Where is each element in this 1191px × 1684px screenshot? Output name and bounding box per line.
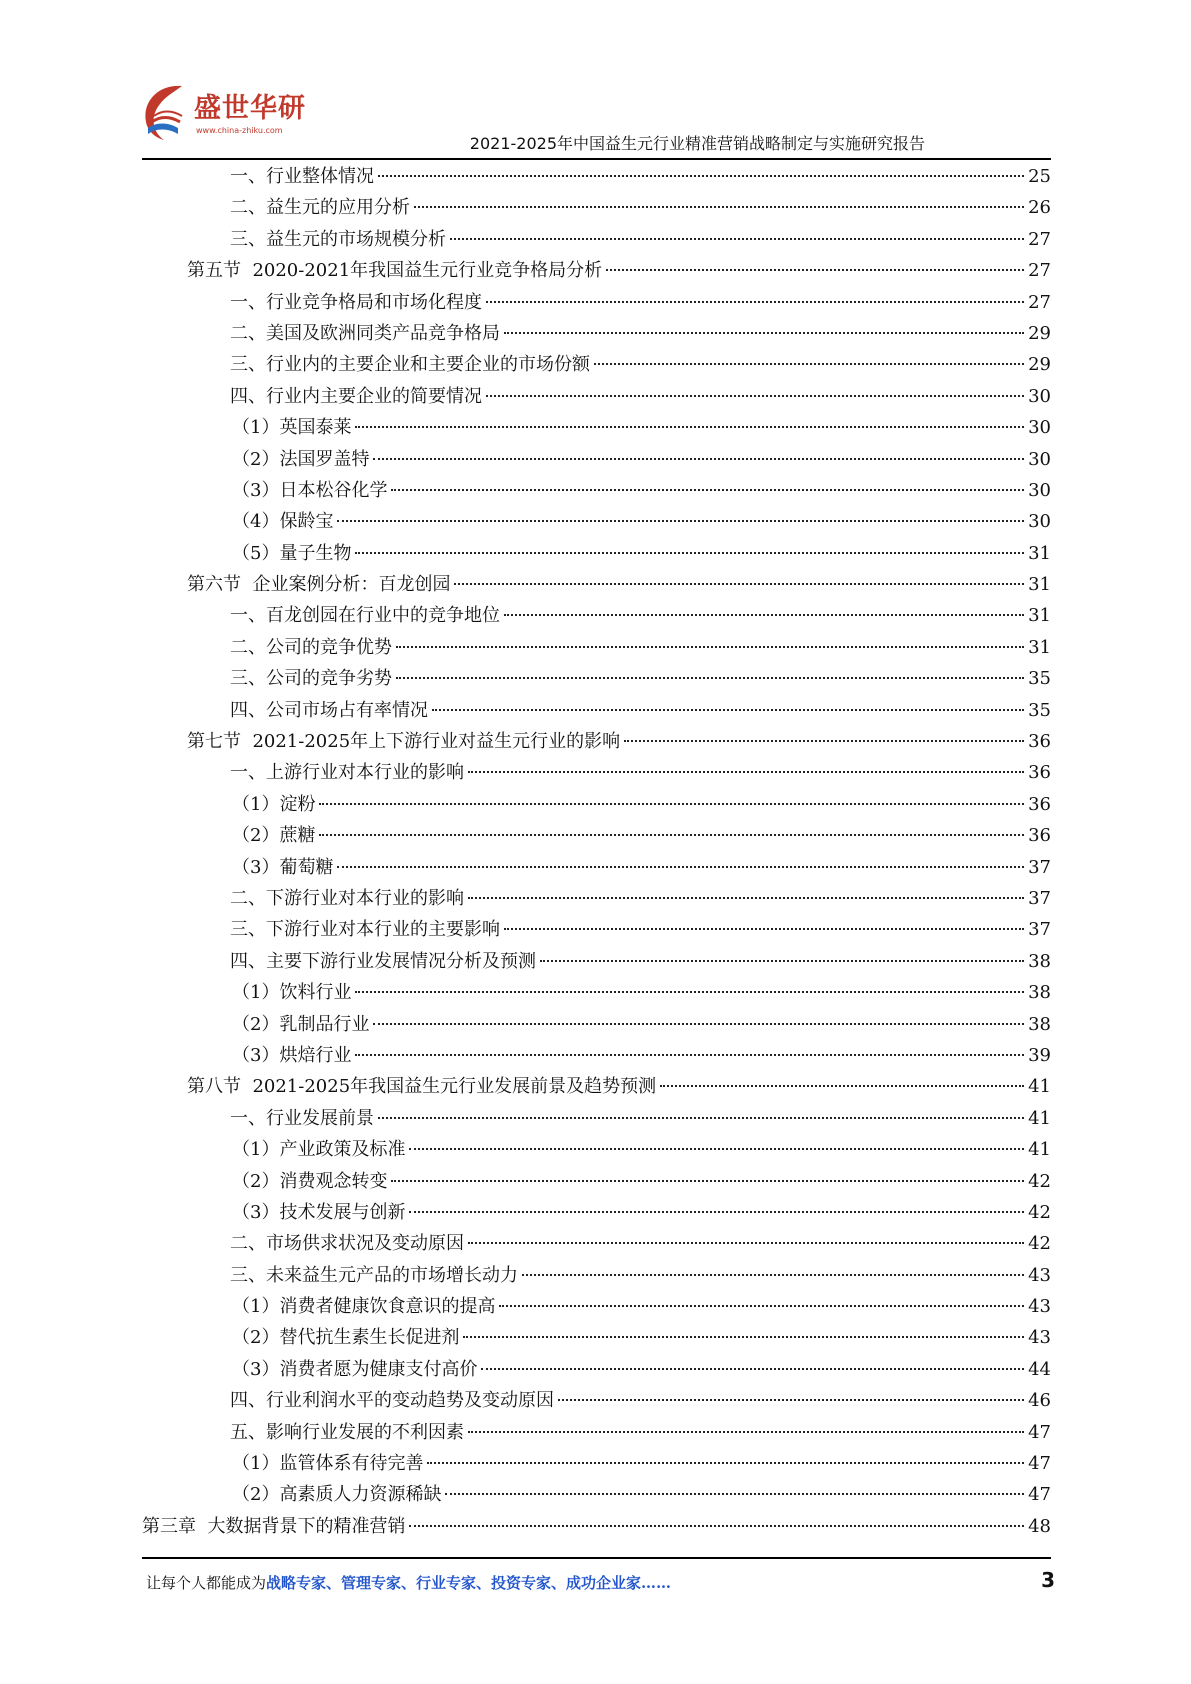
toc-entry[interactable] [142, 1448, 1051, 1479]
toc-entry-label: 第三章 大数据背景下的精准营销 [142, 1511, 407, 1542]
toc-entry-row [230, 1417, 1051, 1448]
toc-entry-page: 30 [1026, 475, 1051, 506]
toc-entry[interactable] [142, 1260, 1051, 1291]
toc-dot-leader [355, 426, 1024, 428]
toc-entry-page: 31 [1026, 538, 1051, 569]
toc-entry-label: （1）消费者健康饮食意识的提高 [232, 1291, 497, 1322]
slogan-highlight: 战略专家、管理专家、行业专家、投资专家、成功企业家…… [266, 1574, 672, 1592]
toc-entry[interactable] [142, 255, 1051, 286]
toc-entry-row [230, 757, 1051, 788]
toc-entry-page: 35 [1026, 663, 1051, 694]
toc-entry[interactable] [142, 538, 1051, 569]
toc-dot-leader [409, 1148, 1024, 1150]
toc-entry-label: 三、下游行业对本行业的主要影响 [230, 914, 502, 945]
toc-entry-label: 四、主要下游行业发展情况分析及预测 [230, 946, 538, 977]
toc-entry-label: 二、市场供求状况及变动原因 [230, 1228, 466, 1259]
toc-entry-label: 一、行业整体情况 [230, 161, 376, 192]
toc-entry[interactable] [142, 318, 1051, 349]
toc-entry-page: 41 [1026, 1103, 1051, 1134]
toc-entry-page: 46 [1026, 1385, 1051, 1416]
toc-entry-page: 41 [1026, 1134, 1051, 1165]
toc-entry-row [230, 1228, 1051, 1259]
toc-dot-leader [450, 238, 1024, 240]
toc-dot-leader [558, 1399, 1024, 1401]
toc-dot-leader [468, 897, 1024, 899]
toc-entry-row [230, 1260, 1051, 1291]
toc-entry[interactable] [142, 1417, 1051, 1448]
footer-divider [142, 1557, 1051, 1559]
toc-entry[interactable] [142, 820, 1051, 851]
toc-entry-row [230, 381, 1051, 412]
toc-entry-page: 44 [1026, 1354, 1051, 1385]
toc-dot-leader [414, 206, 1024, 208]
toc-entry-page: 42 [1026, 1166, 1051, 1197]
toc-entry-row [187, 255, 1051, 286]
toc-entry-page: 36 [1026, 726, 1051, 757]
toc-entry-page: 48 [1026, 1511, 1051, 1542]
toc-entry[interactable] [142, 1040, 1051, 1071]
toc-entry-page: 31 [1026, 600, 1051, 631]
toc-entry-row [232, 1134, 1051, 1165]
toc-dot-leader [378, 1117, 1024, 1119]
toc-entry[interactable] [142, 1511, 1051, 1542]
toc-entry[interactable] [142, 412, 1051, 443]
toc-entry[interactable] [142, 192, 1051, 223]
toc-entry[interactable] [142, 1166, 1051, 1197]
toc-dot-leader [391, 489, 1024, 491]
toc-entry[interactable] [142, 726, 1051, 757]
toc-dot-leader [660, 1085, 1024, 1087]
toc-entry[interactable] [142, 1385, 1051, 1416]
toc-entry-page: 29 [1026, 318, 1051, 349]
toc-entry-row [232, 412, 1051, 443]
toc-entry-label: 二、下游行业对本行业的影响 [230, 883, 466, 914]
toc-entry-page: 47 [1026, 1479, 1051, 1510]
toc-entry-row [232, 1322, 1051, 1353]
toc-entry-row [232, 1291, 1051, 1322]
toc-entry-row [232, 1009, 1051, 1040]
toc-entry[interactable] [142, 1479, 1051, 1510]
toc-entry-label: 四、行业内主要企业的简要情况 [230, 381, 484, 412]
toc-dot-leader [463, 1336, 1024, 1338]
toc-entry-page: 43 [1026, 1260, 1051, 1291]
toc-entry-label: （1）监管体系有待完善 [232, 1448, 425, 1479]
toc-entry-row [230, 161, 1051, 192]
toc-entry-row [230, 663, 1051, 694]
toc-entry-label: 三、未来益生元产品的市场增长动力 [230, 1260, 520, 1291]
toc-entry-page: 42 [1026, 1197, 1051, 1228]
toc-entry-label: （3）日本松谷化学 [232, 475, 389, 506]
toc-entry-page: 25 [1026, 161, 1051, 192]
toc-entry-page: 38 [1026, 977, 1051, 1008]
toc-dot-leader [337, 520, 1024, 522]
toc-entry-row [230, 1103, 1051, 1134]
toc-entry-row [232, 1197, 1051, 1228]
toc-entry-page: 27 [1026, 224, 1051, 255]
toc-entry-row [232, 789, 1051, 820]
toc-entry[interactable] [142, 287, 1051, 318]
brand-url: www.china-zhiku.com [196, 126, 283, 135]
toc-entry-page: 38 [1026, 1009, 1051, 1040]
toc-entry-label: （2）替代抗生素生长促进剂 [232, 1322, 461, 1353]
toc-entry[interactable] [142, 349, 1051, 380]
toc-entry-label: 一、上游行业对本行业的影响 [230, 757, 466, 788]
table-of-contents [142, 161, 1051, 1542]
toc-dot-leader [337, 866, 1024, 868]
toc-entry-label: （2）消费观念转变 [232, 1166, 389, 1197]
toc-entry[interactable] [142, 1103, 1051, 1134]
toc-entry-label: 第五节 2020-2021年我国益生元行业竞争格局分析 [187, 255, 604, 286]
toc-entry[interactable] [142, 569, 1051, 600]
toc-dot-leader [378, 175, 1024, 177]
toc-dot-leader [355, 1054, 1024, 1056]
toc-entry[interactable] [142, 977, 1051, 1008]
toc-dot-leader [468, 1242, 1024, 1244]
toc-dot-leader [391, 1180, 1024, 1182]
toc-entry-row [230, 224, 1051, 255]
toc-dot-leader [504, 928, 1024, 930]
toc-entry-label: 三、公司的竞争劣势 [230, 663, 394, 694]
toc-entry[interactable] [142, 161, 1051, 192]
toc-entry-page: 27 [1026, 287, 1051, 318]
toc-entry-label: 四、公司市场占有率情况 [230, 695, 430, 726]
toc-entry-row [230, 914, 1051, 945]
toc-dot-leader [319, 834, 1024, 836]
toc-entry[interactable] [142, 789, 1051, 820]
toc-entry-label: （1）产业政策及标准 [232, 1134, 407, 1165]
toc-entry-label: 一、行业竞争格局和市场化程度 [230, 287, 484, 318]
toc-dot-leader [624, 740, 1024, 742]
toc-entry-page: 36 [1026, 757, 1051, 788]
toc-entry-row [232, 506, 1051, 537]
toc-entry-label: （2）乳制品行业 [232, 1009, 371, 1040]
toc-dot-leader [481, 1368, 1024, 1370]
toc-dot-leader [432, 709, 1024, 711]
toc-dot-leader [594, 363, 1024, 365]
toc-entry-label: 四、行业利润水平的变动趋势及变动原因 [230, 1385, 556, 1416]
header-divider [142, 158, 1051, 160]
toc-dot-leader [606, 269, 1024, 271]
toc-entry-page: 47 [1026, 1417, 1051, 1448]
toc-entry-label: （1）英国泰莱 [232, 412, 353, 443]
brand-name: 盛世华研 [194, 93, 306, 124]
toc-entry-row [232, 538, 1051, 569]
toc-dot-leader [454, 583, 1024, 585]
toc-entry-page: 41 [1026, 1071, 1051, 1102]
toc-entry-label: 三、益生元的市场规模分析 [230, 224, 448, 255]
toc-entry[interactable] [142, 1354, 1051, 1385]
toc-entry-label: （2）蔗糖 [232, 820, 317, 851]
toc-entry-page: 35 [1026, 695, 1051, 726]
toc-entry-page: 37 [1026, 883, 1051, 914]
toc-entry-row [142, 1511, 1051, 1542]
toc-dot-leader [373, 1023, 1024, 1025]
toc-entry-row [230, 318, 1051, 349]
toc-entry-row [230, 632, 1051, 663]
toc-entry-row [232, 1479, 1051, 1510]
toc-entry-page: 37 [1026, 914, 1051, 945]
toc-entry[interactable] [142, 1071, 1051, 1102]
toc-entry[interactable] [142, 1009, 1051, 1040]
toc-entry-label: （1）淀粉 [232, 789, 317, 820]
toc-entry-page: 29 [1026, 349, 1051, 380]
toc-entry-row [187, 1071, 1051, 1102]
toc-entry-label: 一、行业发展前景 [230, 1103, 376, 1134]
toc-entry[interactable] [142, 1197, 1051, 1228]
toc-entry[interactable] [142, 444, 1051, 475]
toc-dot-leader [468, 771, 1024, 773]
toc-entry-label: 三、行业内的主要企业和主要企业的市场份额 [230, 349, 592, 380]
toc-entry-page: 36 [1026, 820, 1051, 851]
toc-dot-leader [396, 646, 1024, 648]
toc-entry-row [232, 977, 1051, 1008]
toc-entry-row [187, 726, 1051, 757]
toc-entry-row [232, 475, 1051, 506]
toc-dot-leader [409, 1211, 1024, 1213]
toc-entry-label: 二、美国及欧洲同类产品竞争格局 [230, 318, 502, 349]
toc-entry-row [230, 883, 1051, 914]
toc-entry-label: （3）消费者愿为健康支付高价 [232, 1354, 479, 1385]
toc-entry[interactable] [142, 1291, 1051, 1322]
toc-dot-leader [468, 1431, 1024, 1433]
toc-entry-label: （4）保龄宝 [232, 506, 335, 537]
toc-entry-page: 39 [1026, 1040, 1051, 1071]
toc-entry[interactable] [142, 695, 1051, 726]
toc-entry-page: 30 [1026, 506, 1051, 537]
toc-entry-page: 31 [1026, 632, 1051, 663]
toc-entry-label: （3）烘焙行业 [232, 1040, 353, 1071]
toc-entry-page: 30 [1026, 412, 1051, 443]
toc-entry[interactable] [142, 914, 1051, 945]
toc-entry-label: 二、益生元的应用分析 [230, 192, 412, 223]
toc-dot-leader [522, 1274, 1024, 1276]
toc-entry-page: 30 [1026, 381, 1051, 412]
toc-entry-row [230, 600, 1051, 631]
toc-entry-label: （1）饮料行业 [232, 977, 353, 1008]
toc-dot-leader [486, 395, 1024, 397]
toc-entry-label: 一、百龙创园在行业中的竞争地位 [230, 600, 502, 631]
toc-entry-row [232, 444, 1051, 475]
toc-entry[interactable] [142, 946, 1051, 977]
toc-dot-leader [504, 332, 1024, 334]
toc-entry[interactable] [142, 663, 1051, 694]
toc-entry-label: （2）高素质人力资源稀缺 [232, 1479, 443, 1510]
slogan-prefix: 让每个人都能成为 [146, 1574, 267, 1592]
toc-entry-page: 26 [1026, 192, 1051, 223]
toc-entry[interactable] [142, 1322, 1051, 1353]
toc-entry-row [230, 192, 1051, 223]
toc-entry[interactable] [142, 852, 1051, 883]
toc-dot-leader [409, 1525, 1024, 1527]
toc-entry-row [232, 1354, 1051, 1385]
toc-entry-label: （3）葡萄糖 [232, 852, 335, 883]
toc-entry-label: 第八节 2021-2025年我国益生元行业发展前景及趋势预测 [187, 1071, 658, 1102]
toc-entry-page: 37 [1026, 852, 1051, 883]
toc-dot-leader [486, 301, 1024, 303]
toc-entry[interactable] [142, 224, 1051, 255]
toc-entry[interactable] [142, 632, 1051, 663]
toc-entry-page: 47 [1026, 1448, 1051, 1479]
toc-entry[interactable] [142, 757, 1051, 788]
company-logo [138, 82, 318, 152]
toc-entry-row [232, 1040, 1051, 1071]
toc-entry-row [187, 569, 1051, 600]
toc-entry-row [230, 695, 1051, 726]
toc-dot-leader [504, 614, 1024, 616]
toc-entry-row [232, 852, 1051, 883]
toc-entry-label: 第六节 企业案例分析：百龙创园 [187, 569, 452, 600]
toc-dot-leader [540, 960, 1024, 962]
toc-entry-row [230, 1385, 1051, 1416]
toc-entry-row [232, 820, 1051, 851]
toc-entry-label: （2）法国罗盖特 [232, 444, 371, 475]
toc-dot-leader [355, 991, 1024, 993]
toc-entry-page: 43 [1026, 1291, 1051, 1322]
toc-entry-page: 38 [1026, 946, 1051, 977]
toc-dot-leader [427, 1462, 1024, 1464]
toc-entry-page: 31 [1026, 569, 1051, 600]
toc-entry-label: （3）技术发展与创新 [232, 1197, 407, 1228]
toc-entry-label: （5）量子生物 [232, 538, 353, 569]
toc-entry-label: 二、公司的竞争优势 [230, 632, 394, 663]
toc-dot-leader [319, 803, 1024, 805]
toc-entry[interactable] [142, 381, 1051, 412]
toc-entry[interactable] [142, 1134, 1051, 1165]
toc-dot-leader [499, 1305, 1024, 1307]
toc-entry-row [232, 1448, 1051, 1479]
toc-entry-row [230, 349, 1051, 380]
toc-entry-label: 第七节 2021-2025年上下游行业对益生元行业的影响 [187, 726, 622, 757]
toc-entry-page: 36 [1026, 789, 1051, 820]
toc-dot-leader [396, 677, 1024, 679]
toc-entry[interactable] [142, 600, 1051, 631]
toc-entry[interactable] [142, 883, 1051, 914]
toc-entry[interactable] [142, 1228, 1051, 1259]
toc-dot-leader [355, 552, 1024, 554]
toc-entry-row [232, 1166, 1051, 1197]
toc-entry-page: 43 [1026, 1322, 1051, 1353]
toc-dot-leader [373, 458, 1024, 460]
logo-swoosh-icon [138, 82, 198, 144]
toc-entry[interactable] [142, 506, 1051, 537]
toc-entry-row [230, 946, 1051, 977]
toc-entry-row [230, 287, 1051, 318]
page-number: 3 [1041, 1568, 1055, 1592]
toc-entry-label: 五、影响行业发展的不利因素 [230, 1417, 466, 1448]
toc-entry[interactable] [142, 475, 1051, 506]
toc-entry-page: 30 [1026, 444, 1051, 475]
toc-dot-leader [445, 1493, 1024, 1495]
toc-entry-page: 27 [1026, 255, 1051, 286]
toc-entry-page: 42 [1026, 1228, 1051, 1259]
report-title: 2021-2025年中国益生元行业精准营销战略制定与实施研究报告 [469, 134, 925, 153]
footer-slogan [146, 1572, 671, 1593]
